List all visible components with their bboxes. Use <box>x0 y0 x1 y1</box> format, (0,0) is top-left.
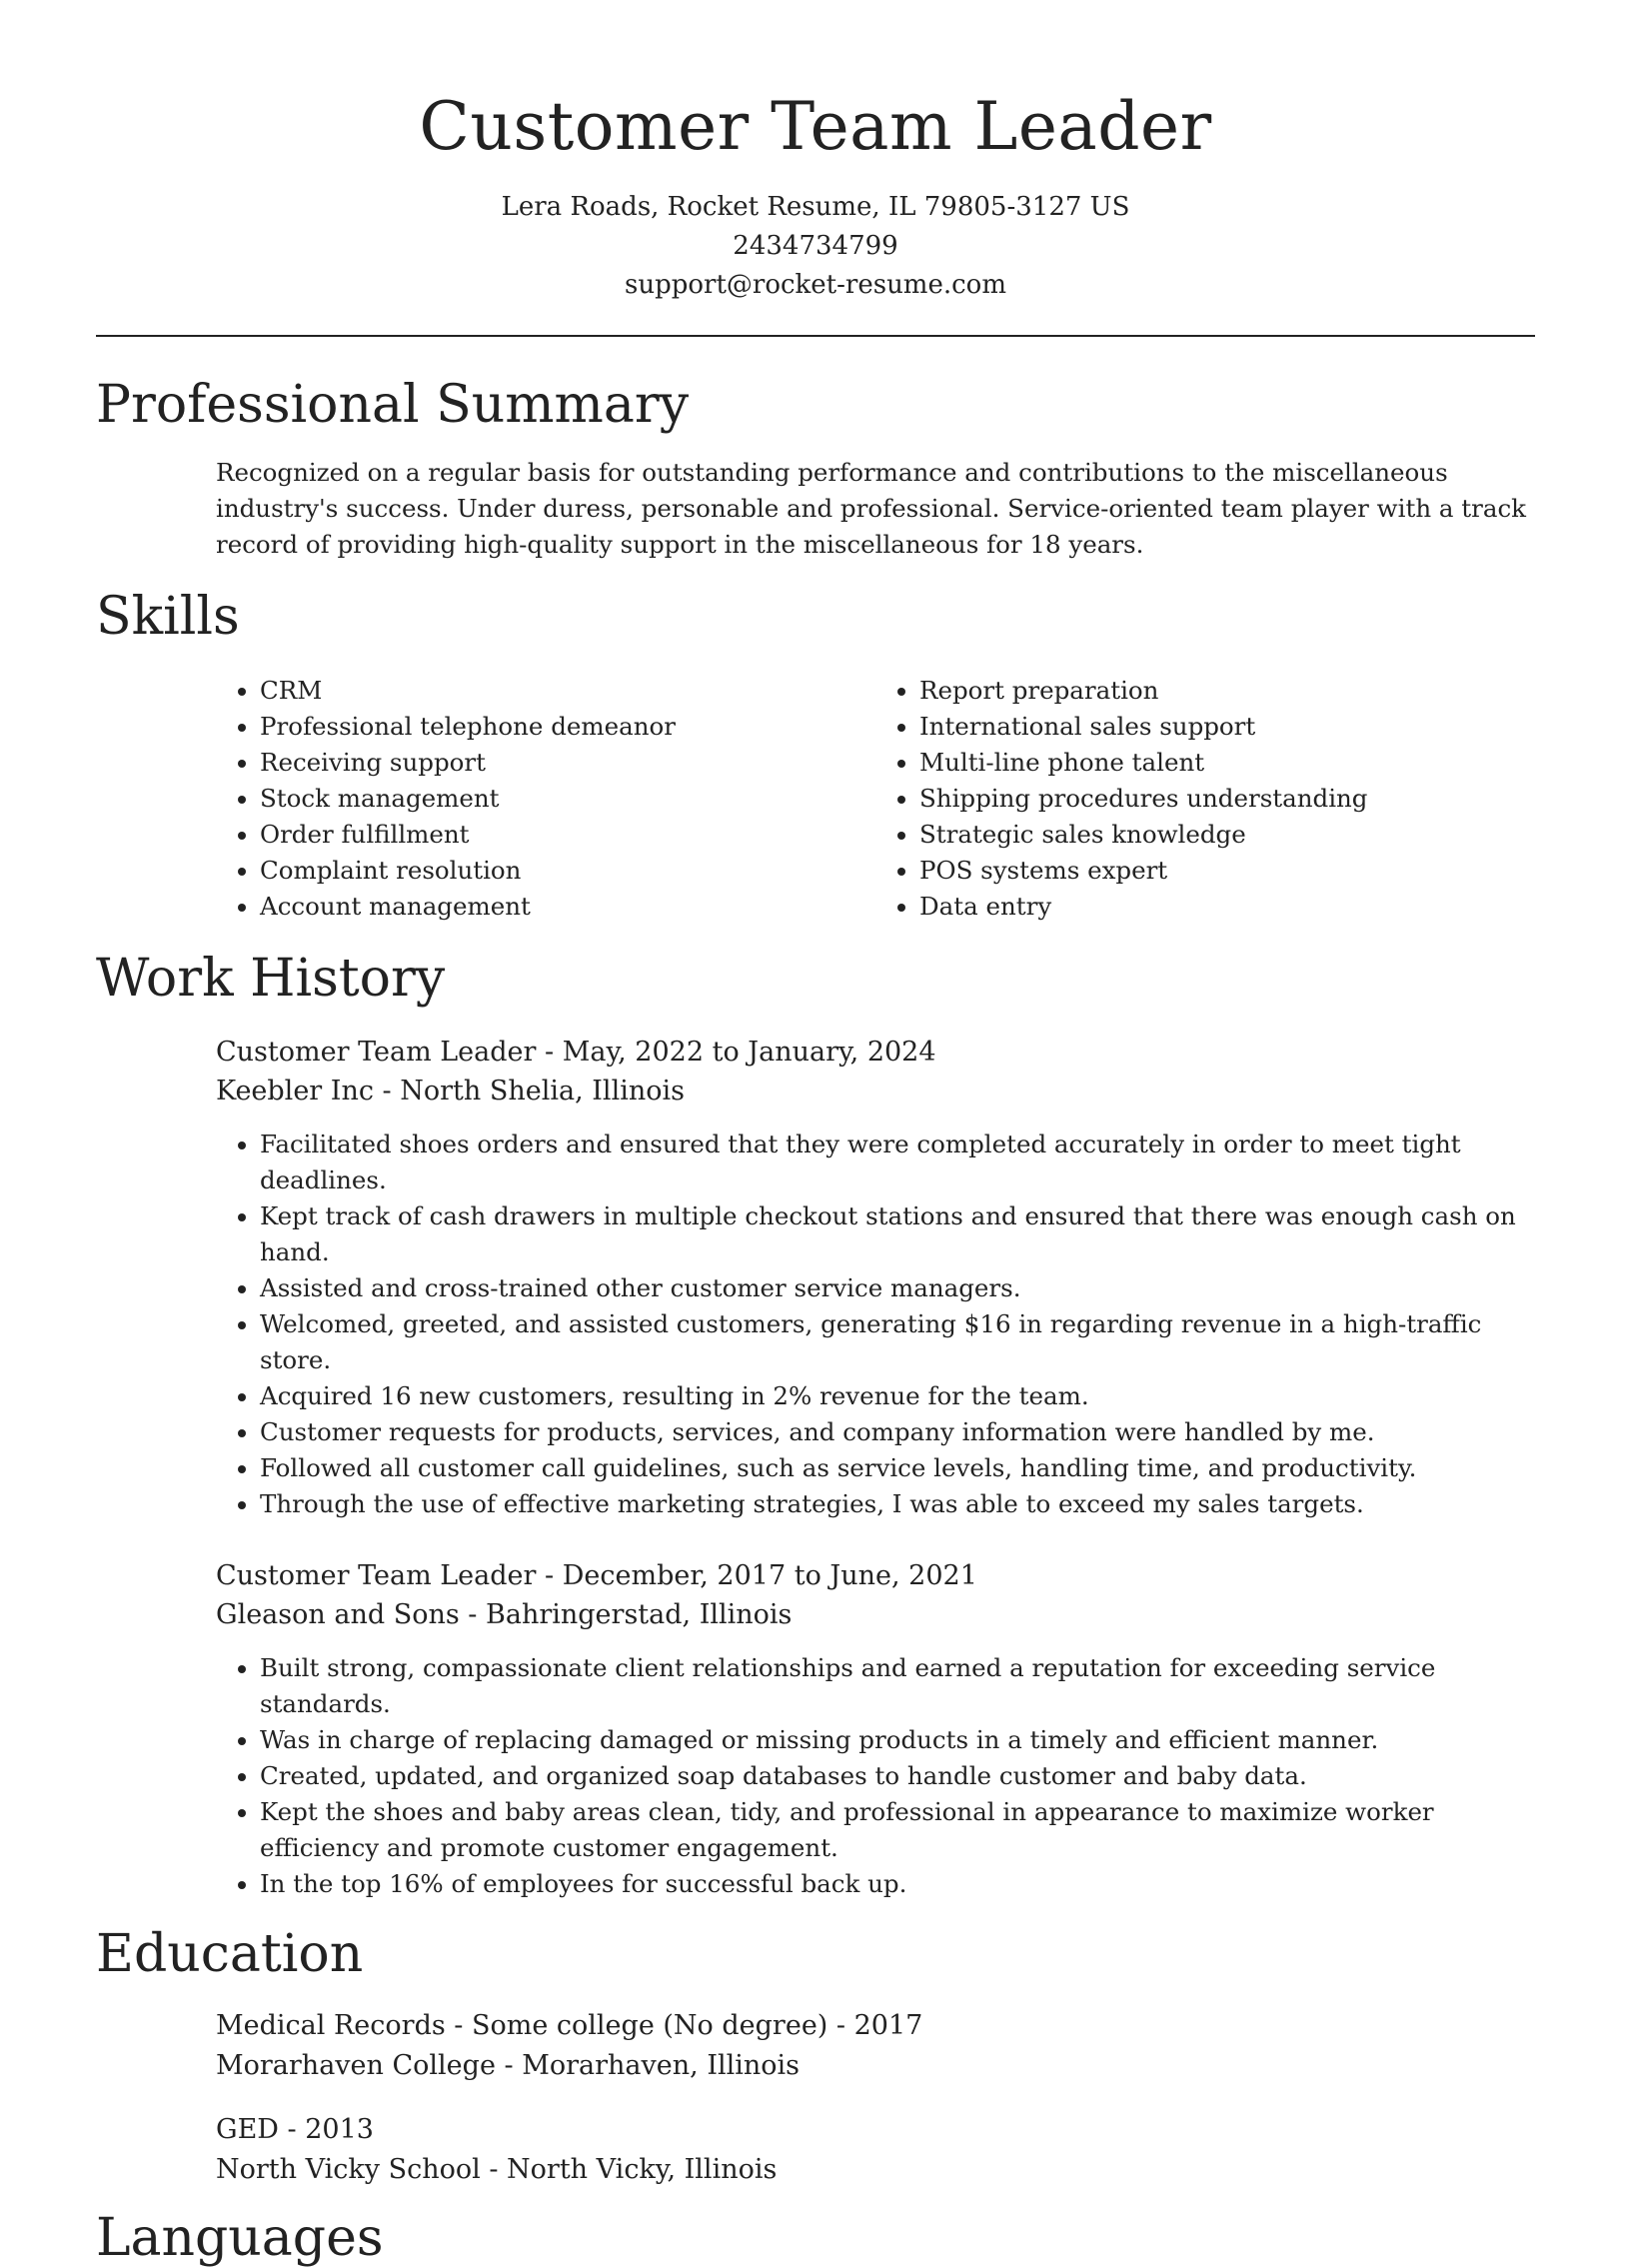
education-degree: Medical Records - Some college (No degree) <box>216 2010 828 2041</box>
job-bullets <box>216 1650 1535 1902</box>
job-bullet: • Assisted and cross-trained other customer service managers. <box>260 1270 1535 1306</box>
candidate-name: Customer Team Leader <box>419 88 1212 165</box>
header-divider <box>96 335 1535 337</box>
job-bullet: • Facilitated shoes orders and ensured that they were completed accurately in order to meet tight deadlines. <box>260 1127 1535 1198</box>
skill-item: • International sales support <box>919 709 1535 745</box>
education-location: Morarhaven, Illinois <box>522 2050 801 2081</box>
skill-item: • Multi-line phone talent <box>919 745 1535 781</box>
resume-page <box>96 0 1535 2268</box>
skill-item: • CRM <box>260 673 875 709</box>
job-company-line: Gleason and Sons - Bahringerstad, Illinois <box>216 1599 793 1630</box>
job-entry <box>216 1556 1535 1902</box>
job-dates: December, 2017 to June, 2021 <box>562 1560 977 1591</box>
job-entry <box>216 1033 1535 1522</box>
job-title-line: Customer Team Leader - December, 2017 to June, 2021 <box>216 1560 977 1591</box>
job-company-line: Keebler Inc - North Shelia, Illinois <box>216 1076 685 1107</box>
skills-column-left <box>216 673 875 925</box>
job-bullet: • Welcomed, greeted, and assisted customers, generating $16 in regarding revenue in a high-traffic store. <box>260 1306 1535 1378</box>
education-degree: GED <box>216 2114 279 2145</box>
education-degree-line: GED - 2013 <box>216 2114 374 2145</box>
languages-heading: Languages <box>96 2208 384 2268</box>
skill-item: • Report preparation <box>919 673 1535 709</box>
skill-item: • Stock management <box>260 781 875 817</box>
skill-item: • Complaint resolution <box>260 853 875 889</box>
education-entry <box>216 2006 1535 2086</box>
education-year: 2013 <box>305 2114 374 2145</box>
skill-item: • Shipping procedures understanding <box>919 781 1535 817</box>
address: Lera Roads, Rocket Resume, IL 79805-3127 US <box>501 192 1130 222</box>
job-bullet: • Acquired 16 new customers, resulting in 2% revenue for the team. <box>260 1378 1535 1414</box>
skill-item: • Order fulfillment <box>260 817 875 853</box>
job-company: Keebler Inc <box>216 1076 374 1107</box>
education-school: North Vicky School <box>216 2154 481 2185</box>
skill-item: • Account management <box>260 889 875 925</box>
job-bullet: • Kept track of cash drawers in multiple checkout stations and ensured that there was enough cash on hand. <box>260 1198 1535 1270</box>
job-dates: May, 2022 to January, 2024 <box>562 1037 936 1068</box>
job-bullet: • Created, updated, and organized soap databases to handle customer and baby data. <box>260 1758 1535 1794</box>
job-bullets <box>216 1127 1535 1522</box>
job-bullet: • Built strong, compassionate client relationships and earned a reputation for exceeding service standards. <box>260 1650 1535 1722</box>
education-school-line: Morarhaven College - Morarhaven, Illinois <box>216 2050 801 2081</box>
education-location: North Vicky, Illinois <box>507 2154 778 2185</box>
job-location: North Shelia, Illinois <box>400 1076 685 1107</box>
skill-item: • Professional telephone demeanor <box>260 709 875 745</box>
email: support@rocket-resume.com <box>624 270 1006 300</box>
phone: 2434734799 <box>733 231 898 261</box>
skill-item: • Strategic sales knowledge <box>919 817 1535 853</box>
summary-text: Recognized on a regular basis for outstanding performance and contributions to the miscellaneous industry's success. Under duress, personable and professional. Service-oriented team player with a track record of providing high-quality support in the miscellaneous for 18 years. <box>216 458 1527 559</box>
job-bullet: • Was in charge of replacing damaged or missing products in a timely and efficient manner. <box>260 1722 1535 1758</box>
education-year: 2017 <box>853 2010 923 2041</box>
job-title: Customer Team Leader <box>216 1560 537 1591</box>
work-history-heading: Work History <box>96 949 446 1009</box>
education-school-line: North Vicky School - North Vicky, Illinois <box>216 2154 778 2185</box>
skill-item: • Data entry <box>919 889 1535 925</box>
job-location: Bahringerstad, Illinois <box>486 1599 793 1630</box>
skill-item: • POS systems expert <box>919 853 1535 889</box>
job-bullet: • Through the use of effective marketing strategies, I was able to exceed my sales targets. <box>260 1486 1535 1522</box>
job-bullet: • Kept the shoes and baby areas clean, tidy, and professional in appearance to maximize worker efficiency and promote customer engagement. <box>260 1794 1535 1866</box>
education-school: Morarhaven College <box>216 2050 496 2081</box>
job-company: Gleason and Sons <box>216 1599 460 1630</box>
education-entry <box>216 2110 1535 2190</box>
skills-column-right <box>875 673 1535 925</box>
skill-item: • Receiving support <box>260 745 875 781</box>
education-heading: Education <box>96 1924 364 1984</box>
skills-list <box>216 673 1535 925</box>
job-title-line: Customer Team Leader - May, 2022 to January, 2024 <box>216 1037 936 1068</box>
summary-heading: Professional Summary <box>96 375 690 435</box>
job-title: Customer Team Leader <box>216 1037 537 1068</box>
contact-info <box>96 188 1535 305</box>
education-degree-line: Medical Records - Some college (No degree) - 2017 <box>216 2010 923 2041</box>
job-bullet: • Customer requests for products, services, and company information were handled by me. <box>260 1414 1535 1450</box>
job-bullet: • Followed all customer call guidelines, such as service levels, handling time, and productivity. <box>260 1450 1535 1486</box>
skills-heading: Skills <box>96 587 240 647</box>
job-bullet: • In the top 16% of employees for successful back up. <box>260 1866 1535 1902</box>
